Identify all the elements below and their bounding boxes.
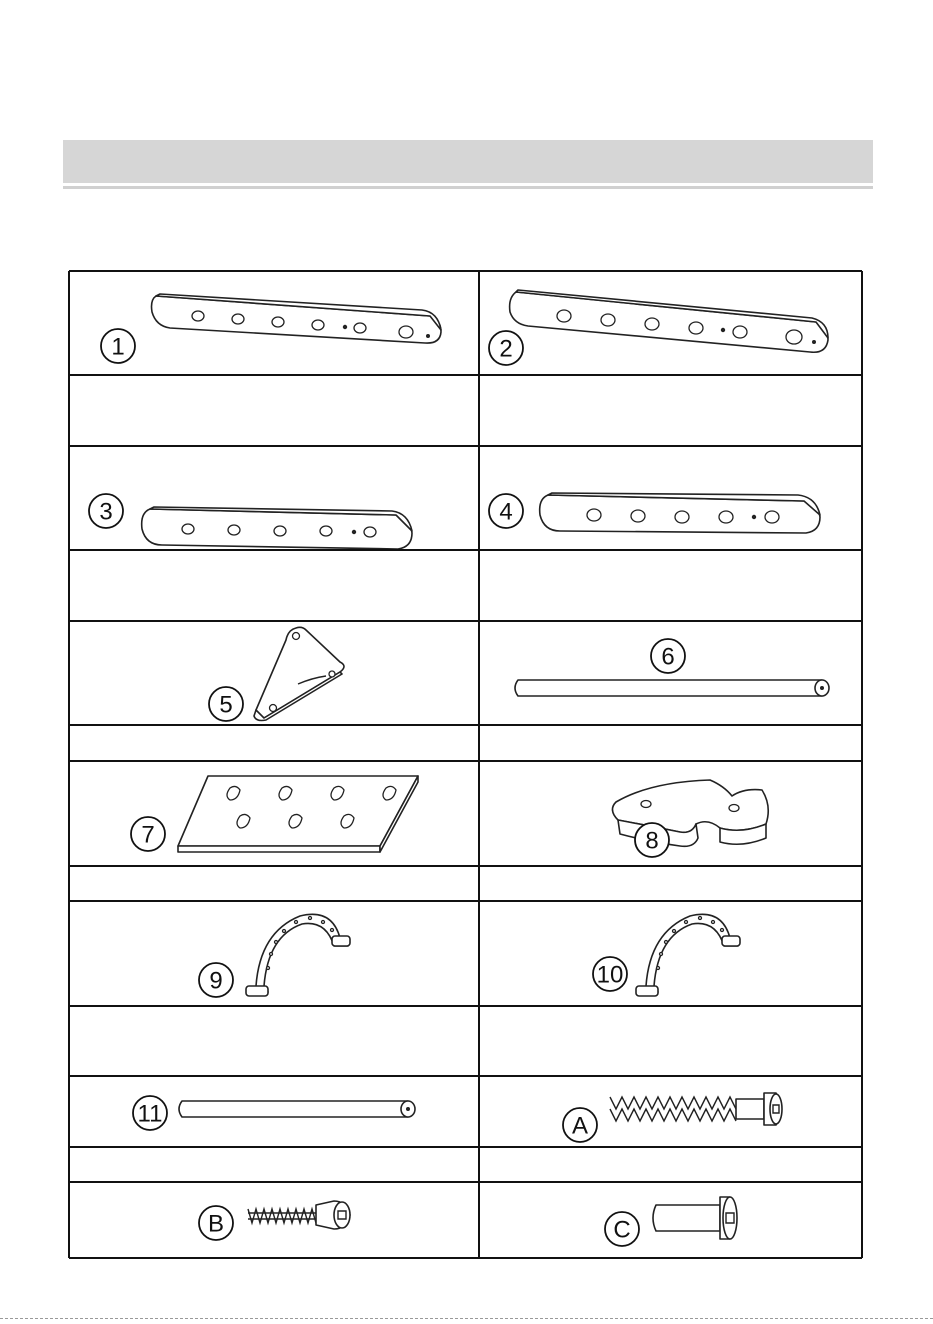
short-screw-icon	[70, 1183, 478, 1257]
part-cell-b	[70, 1183, 478, 1257]
part-label-1: 1	[111, 333, 125, 361]
part-label-10: 10	[596, 961, 624, 989]
round-tube-icon	[70, 1077, 478, 1146]
arc-bracket-icon	[70, 902, 478, 1005]
part-label-b: B	[207, 1210, 225, 1238]
part-cell-11	[70, 1077, 478, 1146]
part-cell-10	[480, 902, 861, 1005]
part-cell-2	[480, 272, 861, 374]
curved-block-icon	[480, 762, 861, 865]
part-label-a: A	[571, 1112, 589, 1140]
part-cell-5	[70, 622, 478, 724]
part-cell-3	[70, 447, 478, 549]
triangular-bracket-icon	[70, 622, 478, 724]
part-cell-c	[480, 1183, 861, 1257]
flat-panel-seven-holes-icon	[70, 762, 478, 865]
part-cell-9	[70, 902, 478, 1005]
part-label-5: 5	[219, 691, 233, 719]
part-cell-4	[480, 447, 861, 549]
short-plate-five-holes-icon	[70, 447, 478, 549]
part-label-c: C	[613, 1216, 631, 1244]
part-cell-6	[480, 622, 861, 724]
part-label-2: 2	[499, 335, 513, 363]
section-header-rule	[63, 186, 873, 189]
part-cell-1	[70, 272, 478, 374]
part-cell-8	[480, 762, 861, 865]
barrel-nut-icon	[480, 1183, 861, 1257]
part-cell-a	[480, 1077, 861, 1146]
part-label-4: 4	[499, 498, 513, 526]
arc-bracket-icon	[480, 902, 861, 1005]
part-label-11: 11	[137, 1100, 163, 1128]
part-label-8: 8	[645, 827, 659, 855]
page-bottom-edge	[0, 1318, 933, 1319]
parts-table	[68, 270, 863, 1259]
part-label-7: 7	[141, 821, 155, 849]
part-label-9: 9	[209, 967, 223, 995]
long-screw-icon	[480, 1077, 861, 1146]
section-header-bar	[63, 140, 873, 183]
part-label-6: 6	[661, 643, 675, 671]
part-cell-7	[70, 762, 478, 865]
long-plate-six-holes-icon	[70, 272, 478, 374]
part-label-3: 3	[99, 498, 113, 526]
short-plate-five-holes-icon	[480, 447, 861, 549]
long-plate-six-holes-icon	[480, 272, 861, 374]
round-tube-icon	[480, 622, 861, 724]
